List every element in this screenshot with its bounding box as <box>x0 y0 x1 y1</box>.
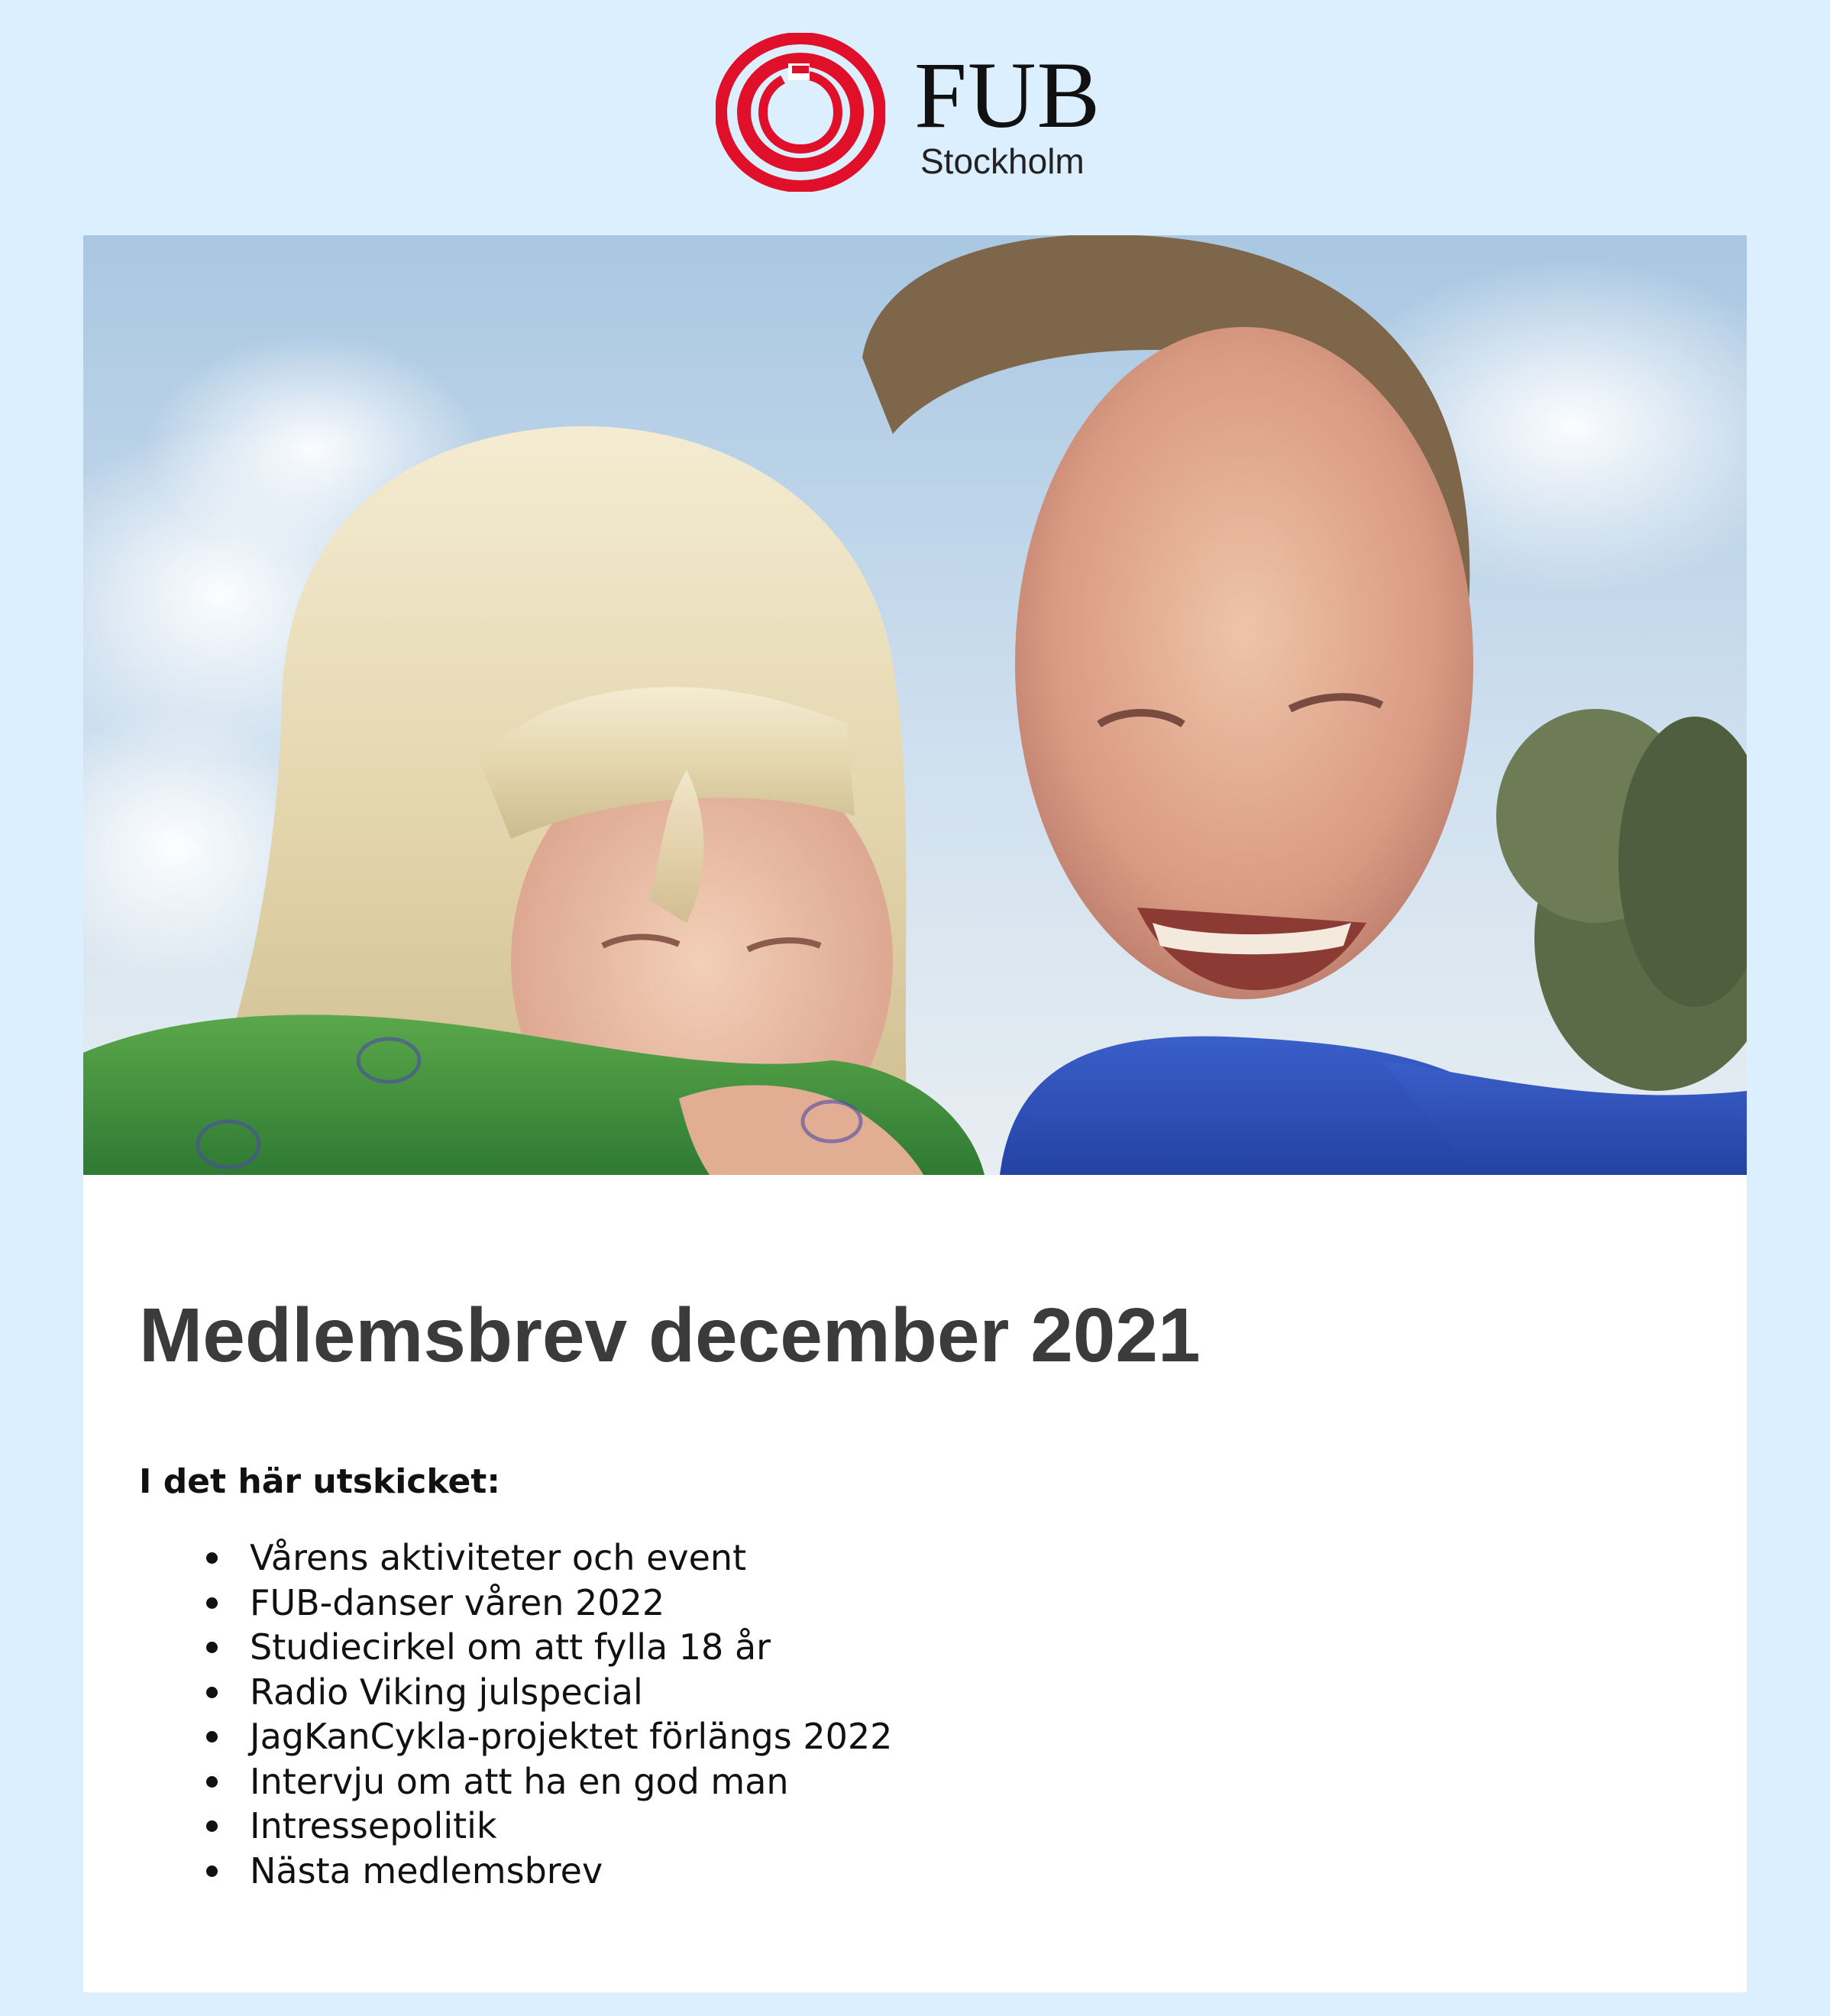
bullet-icon <box>206 1642 218 1653</box>
logo-subtitle: Stockholm <box>920 141 1085 181</box>
toc-item-intervju <box>250 1759 1689 1804</box>
toc-item-label: FUB-danser våren 2022 <box>250 1581 665 1623</box>
toc-item-label: JagKanCykla-projektet förlängs 2022 <box>250 1716 893 1757</box>
table-of-contents <box>139 1535 1689 1893</box>
bullet-icon <box>206 1552 218 1564</box>
toc-item-label: Radio Viking julspecial <box>250 1671 643 1713</box>
toc-item-radio-viking <box>250 1670 1689 1715</box>
toc-item-label: Nästa medlemsbrev <box>250 1849 603 1891</box>
bullet-icon <box>206 1687 218 1698</box>
hero-photo-image <box>83 235 1747 1175</box>
newsletter-content <box>139 1290 1689 1893</box>
bullet-icon <box>206 1731 218 1743</box>
toc-item-fub-danser <box>250 1581 1689 1626</box>
newsletter-card <box>83 235 1747 1992</box>
bullet-icon <box>206 1597 218 1609</box>
fub-ring-logo-icon <box>716 33 885 192</box>
toc-item-label: Intressepolitik <box>250 1805 497 1846</box>
toc-item-label: Vårens aktiviteter och event <box>250 1537 747 1578</box>
toc-item-label: Intervju om att ha en god man <box>250 1760 789 1802</box>
fub-stockholm-logo[interactable] <box>716 33 1113 192</box>
bullet-icon <box>206 1820 218 1832</box>
toc-item-varens-aktiviteter <box>250 1535 1689 1581</box>
toc-intro: I det här utskicket: <box>139 1462 500 1501</box>
bullet-icon <box>206 1776 218 1788</box>
toc-item-studiecirkel <box>250 1625 1689 1670</box>
newsletter-headline: Medlemsbrev december 2021 <box>139 1293 1201 1378</box>
bullet-icon <box>206 1866 218 1877</box>
toc-item-nasta-medlemsbrev <box>250 1849 1689 1894</box>
email-header <box>0 0 1830 235</box>
toc-item-jagkancykla <box>250 1714 1689 1759</box>
toc-item-intressepolitik <box>250 1804 1689 1849</box>
toc-item-label: Studiecirkel om att fylla 18 år <box>250 1626 771 1668</box>
logo-title: FUB <box>914 43 1101 147</box>
